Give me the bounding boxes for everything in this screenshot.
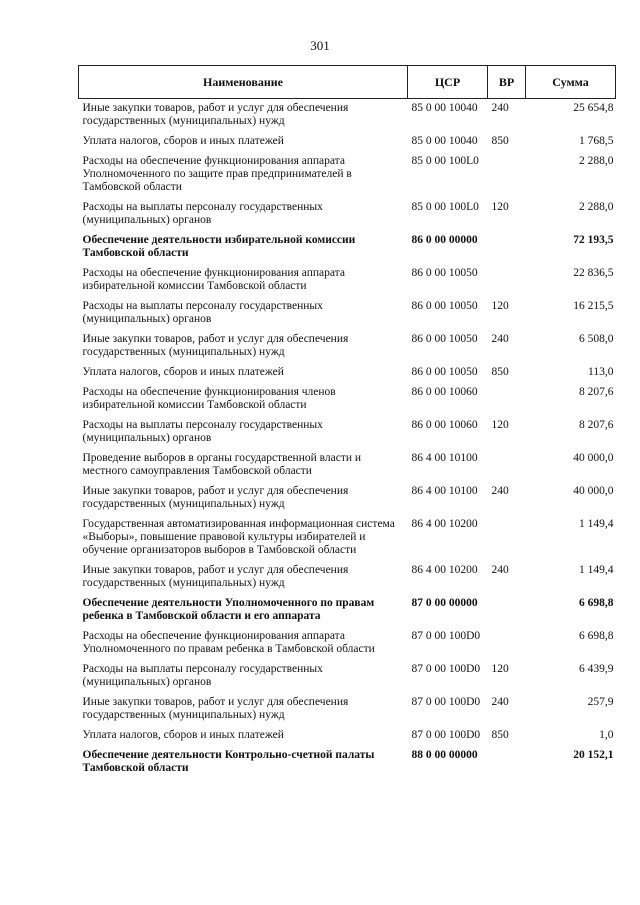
cell-vr: 240 [491, 102, 509, 114]
cell-vr: 120 [491, 300, 509, 312]
table-row [79, 693, 616, 726]
budget-table [78, 65, 616, 779]
table-header-row [79, 66, 616, 99]
cell-name: Иные закупки товаров, работ и услуг для обеспечения государственных (муниципальных) нужд [82, 485, 349, 510]
cell-sum: 25 654,8 [573, 102, 614, 114]
table-row [79, 726, 616, 746]
cell-sum: 257,9 [587, 696, 614, 708]
cell-name: Государственная автоматизированная информационная система «Выборы», повышение правовой культуры избирателей и обучение организаторов выборов в Тамбовской области [82, 518, 395, 556]
cell-name: Иные закупки товаров, работ и услуг для обеспечения государственных (муниципальных) нужд [82, 564, 349, 589]
cell-vr [488, 627, 526, 660]
cell-vr: 120 [491, 663, 509, 675]
cell-sum: 6 698,8 [579, 597, 614, 609]
cell-name: Обеспечение деятельности Уполномоченного по правам ребенка в Тамбовской области и его аппарата [82, 597, 375, 622]
cell-name: Иные закупки товаров, работ и услуг для обеспечения государственных (муниципальных) нужд [82, 102, 349, 127]
cell-csr: 86 0 00 00000 [411, 234, 478, 246]
cell-vr: 240 [491, 696, 509, 708]
cell-csr: 86 4 00 10100 [411, 485, 478, 497]
cell-csr: 86 0 00 10050 [411, 333, 478, 345]
cell-csr: 87 0 00 00000 [411, 597, 478, 609]
cell-sum: 113,0 [588, 366, 614, 378]
cell-sum: 22 836,5 [573, 267, 614, 279]
cell-csr: 85 0 00 100L0 [411, 201, 479, 213]
cell-name: Расходы на выплаты персоналу государственных (муниципальных) органов [82, 663, 323, 688]
cell-csr: 86 0 00 10060 [411, 419, 478, 431]
cell-csr: 85 0 00 10040 [411, 135, 478, 147]
cell-name: Расходы на обеспечение функционирования аппарата Уполномоченного по правам ребенка в Тамбовской области [82, 630, 375, 655]
table-row [79, 416, 616, 449]
cell-name: Уплата налогов, сборов и иных платежей [82, 729, 284, 741]
header-vr: ВР [488, 66, 526, 99]
table-row [79, 594, 616, 627]
table-row [79, 264, 616, 297]
cell-name: Расходы на обеспечение функционирования аппарата избирательной комиссии Тамбовской области [82, 267, 345, 292]
cell-csr: 86 4 00 10200 [411, 564, 478, 576]
table-row [79, 198, 616, 231]
cell-csr: 87 0 00 100D0 [411, 696, 481, 708]
cell-sum: 40 000,0 [573, 452, 614, 464]
cell-name: Уплата налогов, сборов и иных платежей [82, 135, 284, 147]
cell-vr [488, 152, 526, 198]
cell-sum: 6 508,0 [579, 333, 614, 345]
cell-csr: 86 0 00 10050 [411, 300, 478, 312]
cell-name: Расходы на выплаты персоналу государственных (муниципальных) органов [82, 300, 323, 325]
cell-vr: 850 [491, 135, 509, 147]
cell-vr [488, 264, 526, 297]
cell-sum: 16 215,5 [573, 300, 614, 312]
table-row [79, 515, 616, 561]
table-row [79, 561, 616, 594]
cell-name: Обеспечение деятельности Контрольно-счетной палаты Тамбовской области [82, 749, 375, 774]
header-sum: Сумма [526, 66, 616, 99]
table-row [79, 482, 616, 515]
cell-csr: 86 0 00 10060 [411, 386, 478, 398]
cell-csr: 85 0 00 10040 [411, 102, 478, 114]
cell-csr: 86 0 00 10050 [411, 366, 478, 378]
cell-vr [488, 449, 526, 482]
cell-csr: 86 0 00 10050 [411, 267, 478, 279]
table-body [79, 99, 616, 780]
cell-vr [488, 383, 526, 416]
table-row [79, 330, 616, 363]
cell-name: Расходы на выплаты персоналу государственных (муниципальных) органов [82, 201, 323, 226]
cell-csr: 88 0 00 00000 [411, 749, 478, 761]
cell-sum: 1 768,5 [579, 135, 614, 147]
cell-name: Расходы на выплаты персоналу государственных (муниципальных) органов [82, 419, 323, 444]
cell-csr: 86 4 00 10200 [411, 518, 478, 530]
table-row [79, 660, 616, 693]
table-row [79, 746, 616, 779]
table-row [79, 363, 616, 383]
cell-sum: 72 193,5 [573, 234, 614, 246]
cell-sum: 1 149,4 [579, 518, 614, 530]
cell-csr: 87 0 00 100D0 [411, 663, 481, 675]
cell-vr [488, 594, 526, 627]
cell-sum: 8 207,6 [579, 419, 614, 431]
cell-vr [488, 746, 526, 779]
table-row [79, 449, 616, 482]
cell-sum: 6 698,8 [579, 630, 614, 642]
cell-vr [488, 515, 526, 561]
table-row [79, 99, 616, 133]
cell-sum: 8 207,6 [579, 386, 614, 398]
table-row [79, 132, 616, 152]
cell-vr: 850 [491, 729, 509, 741]
cell-name: Уплата налогов, сборов и иных платежей [82, 366, 284, 378]
cell-name: Расходы на обеспечение функционирования членов избирательной комиссии Тамбовской области [82, 386, 336, 411]
cell-vr: 240 [491, 564, 509, 576]
cell-vr [488, 231, 526, 264]
cell-sum: 6 439,9 [579, 663, 614, 675]
cell-name: Иные закупки товаров, работ и услуг для обеспечения государственных (муниципальных) нужд [82, 333, 349, 358]
page-number: 301 [310, 38, 330, 53]
cell-name: Проведение выборов в органы государственной власти и местного самоуправления Тамбовской области [82, 452, 362, 477]
cell-csr: 85 0 00 100L0 [411, 155, 479, 167]
cell-csr: 86 4 00 10100 [411, 452, 478, 464]
cell-sum: 1,0 [599, 729, 614, 741]
table-row [79, 383, 616, 416]
cell-name: Иные закупки товаров, работ и услуг для обеспечения государственных (муниципальных) нужд [82, 696, 349, 721]
cell-name: Обеспечение деятельности избирательной комиссии Тамбовской области [82, 234, 356, 259]
header-name: Наименование [79, 66, 408, 99]
cell-sum: 20 152,1 [573, 749, 614, 761]
cell-sum: 2 288,0 [579, 201, 614, 213]
cell-vr: 120 [491, 201, 509, 213]
table-row [79, 231, 616, 264]
cell-vr: 120 [491, 419, 509, 431]
cell-csr: 87 0 00 100D0 [411, 729, 481, 741]
cell-vr: 850 [491, 366, 509, 378]
header-csr: ЦСР [408, 66, 488, 99]
cell-sum: 1 149,4 [579, 564, 614, 576]
table-row [79, 627, 616, 660]
cell-sum: 40 000,0 [573, 485, 614, 497]
table-row [79, 152, 616, 198]
table-row [79, 297, 616, 330]
cell-csr: 87 0 00 100D0 [411, 630, 481, 642]
cell-sum: 2 288,0 [579, 155, 614, 167]
cell-vr: 240 [491, 485, 509, 497]
cell-vr: 240 [491, 333, 509, 345]
cell-name: Расходы на обеспечение функционирования аппарата Уполномоченного по защите прав предпринимателей в Тамбовской области [82, 155, 352, 193]
